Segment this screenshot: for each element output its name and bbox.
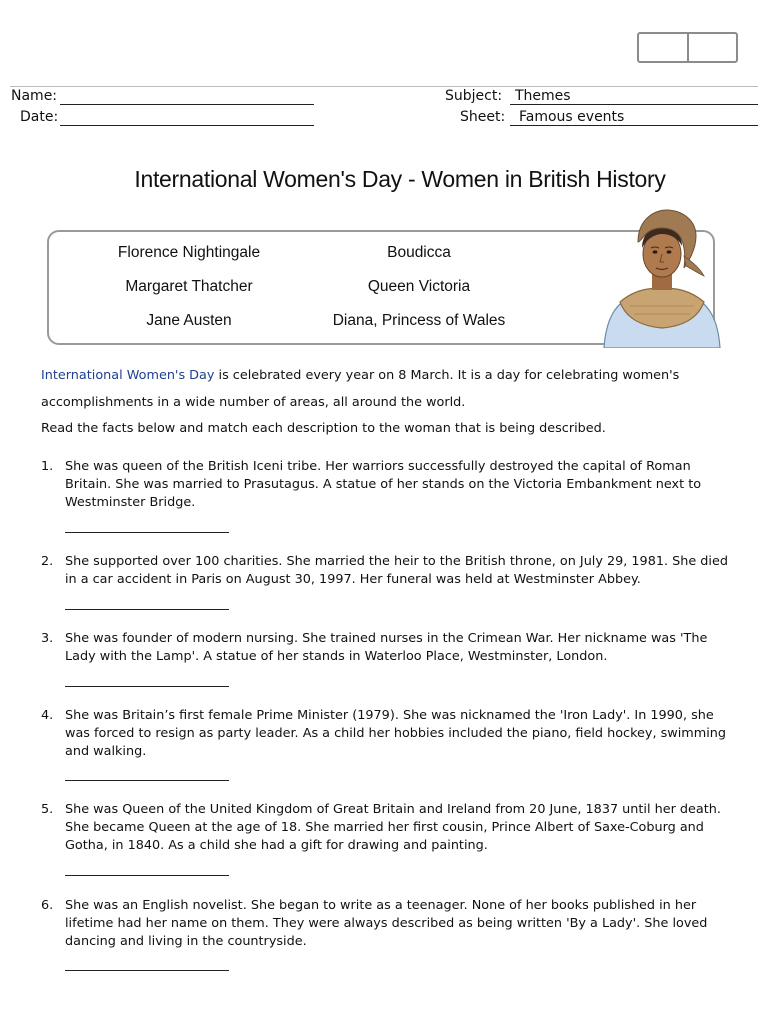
intro-line-2: accomplishments in a wide number of areas, all around the world. xyxy=(41,395,466,410)
question-text: She was an English novelist. She began to write as a teenager. None of her books published in her lifetime had her name on them. They were always described as being written 'By a Lady'. She loved dancing and living in the countryside. xyxy=(65,898,708,949)
date-field[interactable] xyxy=(60,125,314,126)
word-bank-item: Queen Victoria xyxy=(367,278,471,295)
name-label: Name: xyxy=(11,88,58,104)
question-item xyxy=(41,801,731,855)
question-number: 3. xyxy=(41,631,54,646)
answer-line[interactable] xyxy=(65,532,229,533)
answer-line[interactable] xyxy=(65,780,229,781)
word-bank-item: Jane Austen xyxy=(146,312,232,329)
question-number: 2. xyxy=(41,554,54,569)
instruction-text: Read the facts below and match each description to the woman that is being described. xyxy=(41,421,606,436)
question-text: She was founder of modern nursing. She trained nurses in the Crimean War. Her nickname was 'The Lady with the Lamp'. A statue of her stands in Waterloo Place, Westminster, London. xyxy=(65,631,708,664)
woman-portrait-icon xyxy=(600,206,724,348)
word-bank-item: Margaret Thatcher xyxy=(125,278,253,295)
question-item xyxy=(41,553,731,589)
subject-label: Subject: xyxy=(445,88,503,104)
word-bank-item: Florence Nightingale xyxy=(117,244,261,261)
question-text: She was Britain’s first female Prime Minister (1979). She was nicknamed the 'Iron Lady'. In 1990, she was forced to resign as party leader. As a child her hobbies included the piano, field hockey, swimming and walking. xyxy=(65,708,727,759)
answer-line[interactable] xyxy=(65,686,229,687)
question-text: She supported over 100 charities. She married the heir to the British throne, on July 29, 1981. She died in a car accident in Paris on August 30, 1997. Her funeral was held at Westminster Abbey. xyxy=(65,554,728,587)
subject-value: Themes xyxy=(515,88,571,104)
page-title: International Women's Day - Women in British History xyxy=(134,166,666,192)
sheet-line xyxy=(510,125,758,126)
answer-line[interactable] xyxy=(65,970,229,971)
subject-line xyxy=(510,104,758,105)
name-field[interactable] xyxy=(60,104,314,105)
intro-highlight: International Women's Day xyxy=(41,368,215,383)
question-number: 5. xyxy=(41,802,54,817)
score-cell-right xyxy=(689,34,737,61)
answer-line[interactable] xyxy=(65,875,229,876)
sheet-label: Sheet: xyxy=(460,109,506,125)
score-box xyxy=(637,32,738,63)
question-text: She was Queen of the United Kingdom of Great Britain and Ireland from 20 June, 1837 until her death. She became Queen at the age of 18. She married her first cousin, Prince Albert of Saxe-Coburg and Gotha, in 1840. As a child she had a gift for drawing and painting. xyxy=(65,802,721,853)
question-item xyxy=(41,897,731,951)
word-bank-item: Diana, Princess of Wales xyxy=(332,312,506,329)
question-item xyxy=(41,707,731,761)
question-item xyxy=(41,630,731,666)
word-bank-item: Boudicca xyxy=(387,244,451,261)
answer-line[interactable] xyxy=(65,609,229,610)
question-number: 4. xyxy=(41,708,54,723)
question-item xyxy=(41,458,731,512)
question-number: 1. xyxy=(41,459,54,474)
intro-line-1 xyxy=(41,368,679,383)
header-rule xyxy=(10,86,758,87)
intro-line-1-rest: is celebrated every year on 8 March. It is a day for celebrating women's xyxy=(214,368,680,383)
question-number: 6. xyxy=(41,898,54,913)
date-label: Date: xyxy=(20,109,59,125)
score-cell-left xyxy=(639,34,689,61)
sheet-value: Famous events xyxy=(519,109,625,125)
question-text: She was queen of the British Iceni tribe. Her warriors successfully destroyed the capital of Roman Britain. She was married to Prasutagus. A statue of her stands on the Victoria Embankment next to Westminster Bridge. xyxy=(65,459,702,510)
